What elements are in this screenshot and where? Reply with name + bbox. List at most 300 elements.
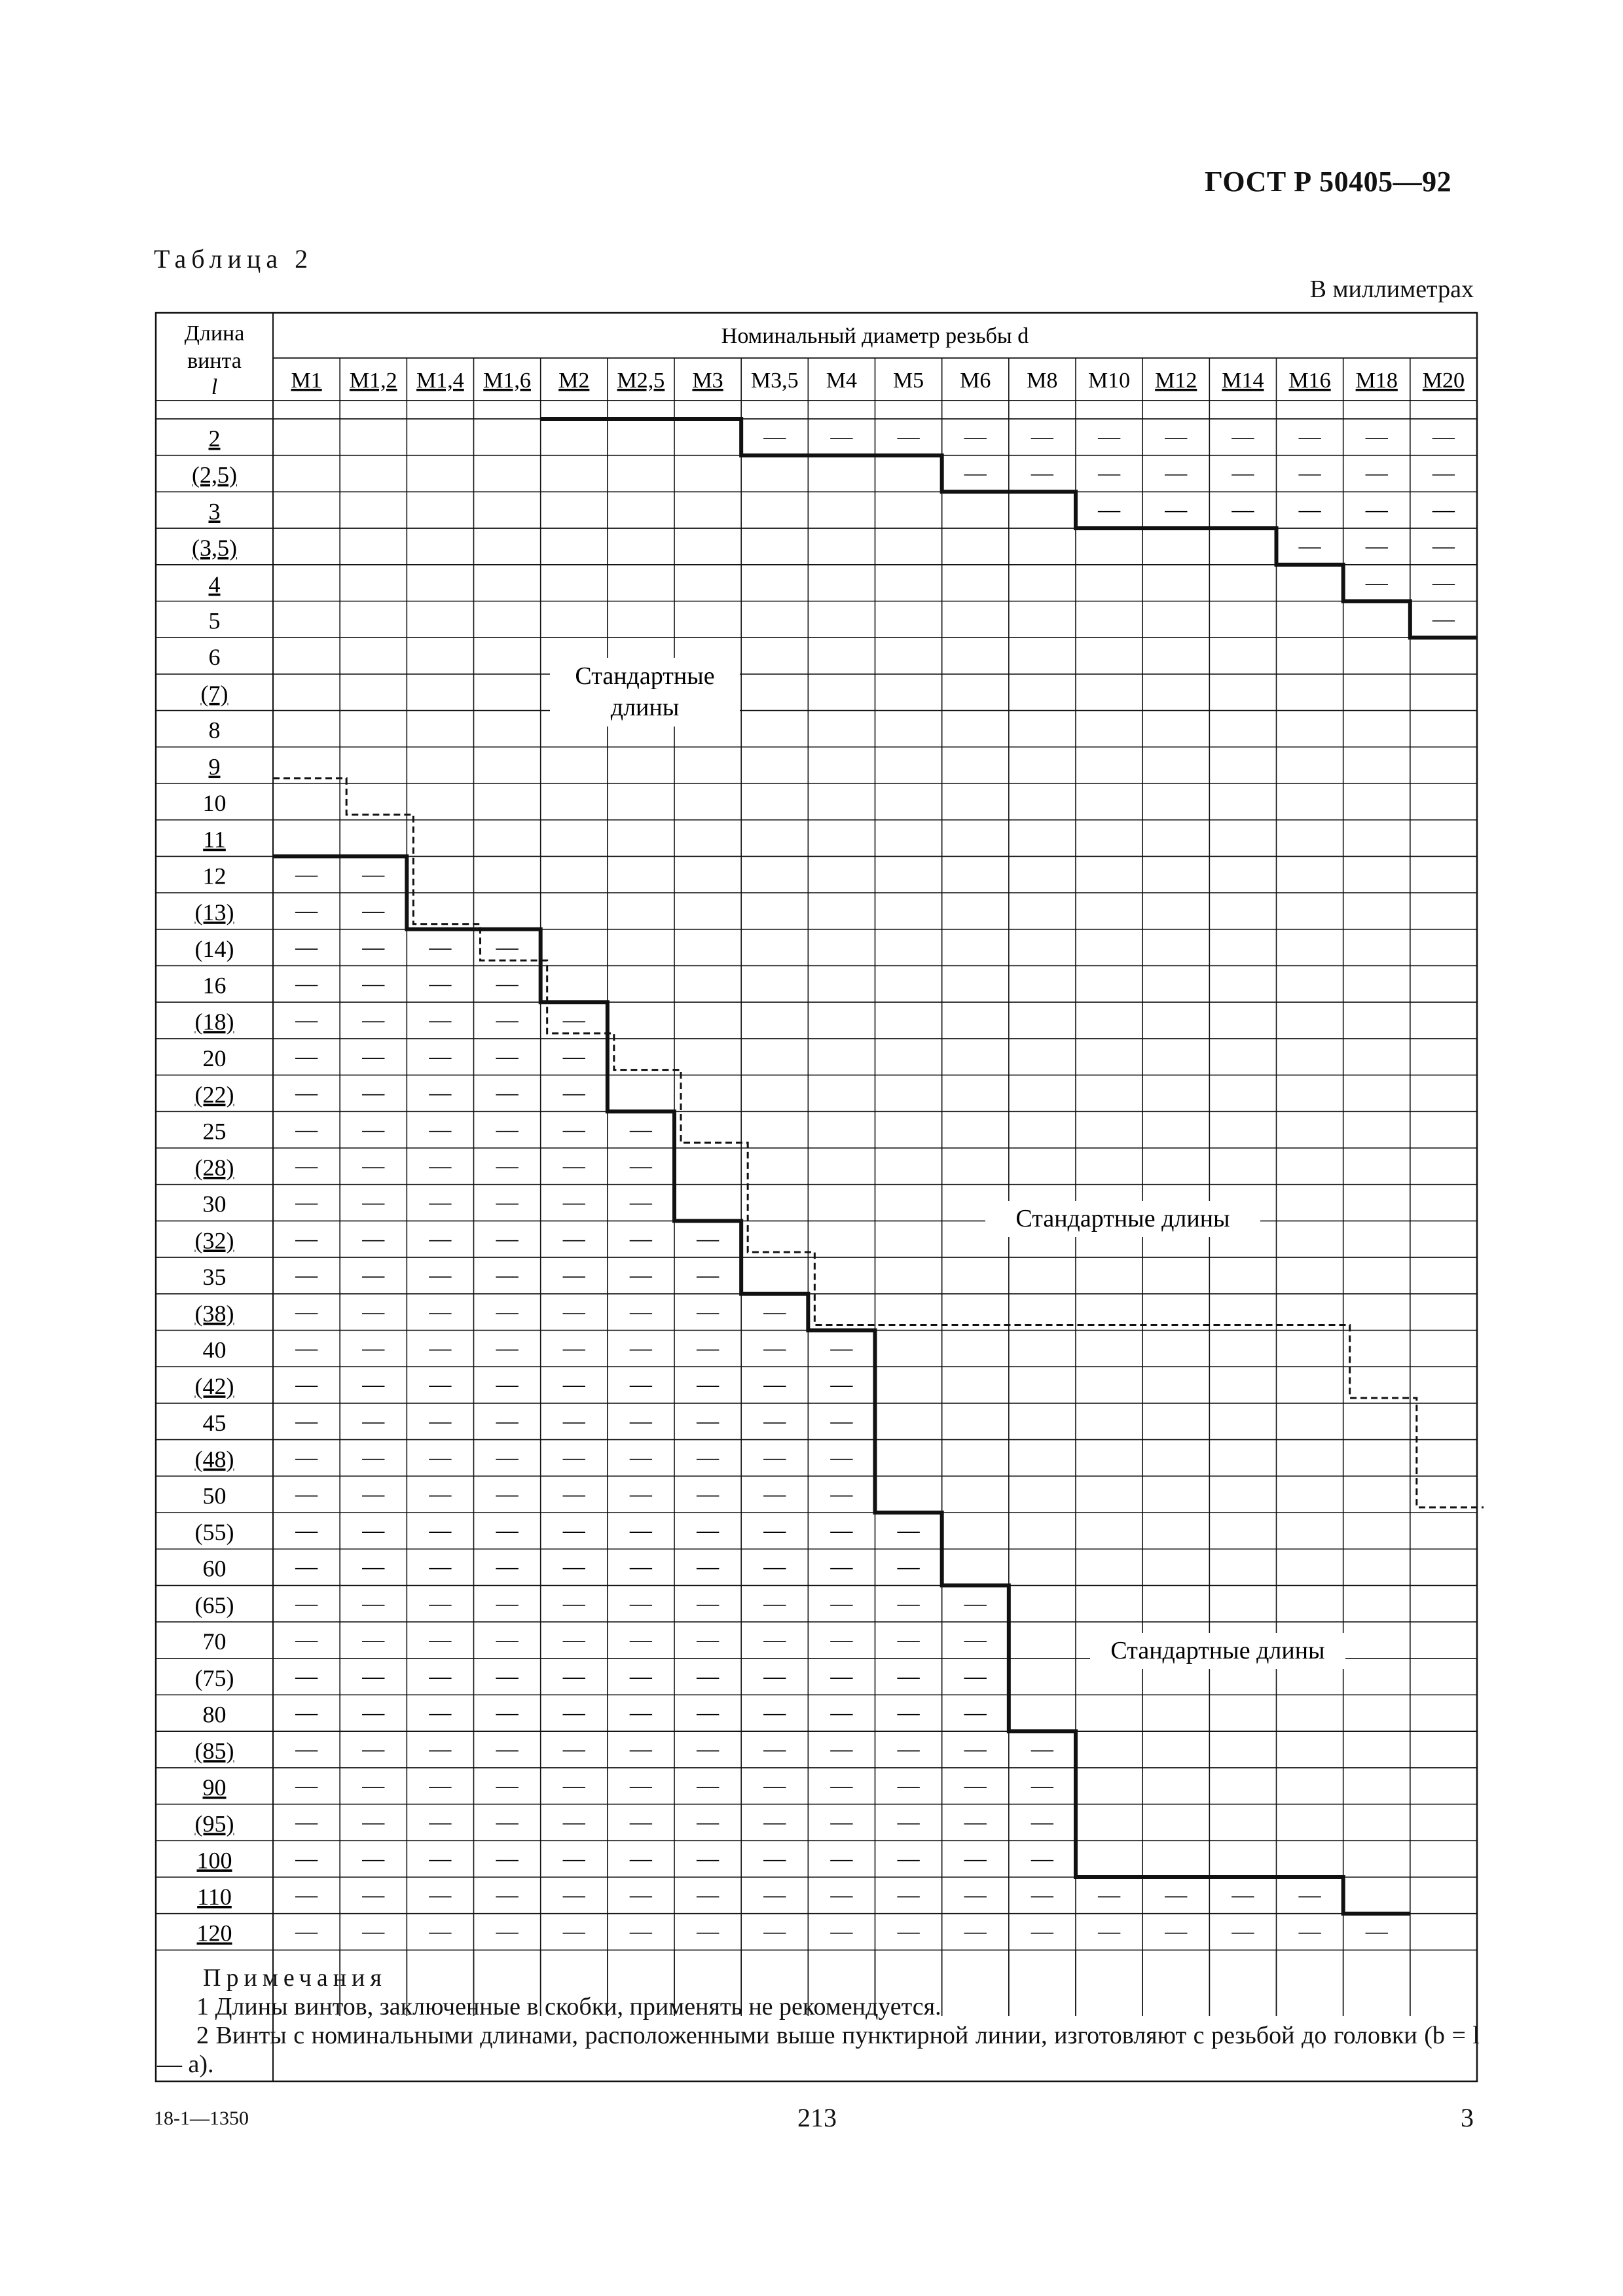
dash-cell: — (1231, 497, 1254, 522)
dash-cell: — (295, 1372, 318, 1397)
dash-cell: — (1432, 570, 1455, 595)
dash-cell: — (562, 1773, 585, 1798)
dash-cell: — (629, 1810, 652, 1835)
dash-cell: — (697, 1482, 720, 1507)
dash-cell: — (897, 1518, 920, 1543)
dash-cell: — (1365, 425, 1388, 449)
dash-cell: — (295, 1919, 318, 1944)
dash-cell: — (362, 1408, 385, 1433)
dash-cell: — (496, 1810, 519, 1835)
dash-cell: — (697, 1773, 720, 1798)
dash-cell: — (562, 1445, 585, 1470)
column-header: M16 (1288, 368, 1331, 393)
dash-cell: — (429, 1044, 452, 1069)
dash-cell: — (295, 971, 318, 996)
dash-cell: — (830, 1737, 853, 1762)
dash-cell: — (964, 1810, 987, 1835)
dash-cell: — (496, 1408, 519, 1433)
dash-cell: — (429, 1154, 452, 1178)
column-header: M3,5 (750, 368, 799, 393)
dash-cell: — (697, 1846, 720, 1871)
dash-cell: — (763, 1299, 786, 1324)
dash-cell: — (964, 1664, 987, 1689)
dash-cell: — (629, 1190, 652, 1215)
dash-cell: — (897, 1700, 920, 1725)
dash-cell: — (496, 1518, 519, 1543)
row-length-label: 80 (202, 1701, 227, 1728)
dash-cell: — (362, 862, 385, 887)
row-length-label: 16 (202, 972, 227, 999)
column-header: M6 (960, 368, 991, 393)
dash-cell: — (1432, 497, 1455, 522)
dash-cell: — (295, 1628, 318, 1653)
row-length-label: (13) (194, 899, 234, 926)
dash-cell: — (1298, 1919, 1321, 1944)
dash-cell: — (362, 1773, 385, 1798)
dash-cell: — (429, 1445, 452, 1470)
row-length-label: (65) (194, 1592, 234, 1619)
dash-cell: — (1365, 461, 1388, 486)
dash-cell: — (629, 1773, 652, 1798)
dash-cell: — (1165, 425, 1188, 449)
dash-cell: — (562, 1518, 585, 1543)
dash-cell: — (897, 1628, 920, 1653)
dash-cell: — (830, 1664, 853, 1689)
dash-cell: — (295, 1190, 318, 1215)
dash-cell: — (897, 1591, 920, 1616)
length-header-variable: l (211, 375, 218, 399)
dash-cell: — (1165, 461, 1188, 486)
dash-cell: — (763, 1737, 786, 1762)
dash-cell: — (1165, 497, 1188, 522)
row-length-label: 100 (196, 1847, 232, 1874)
zone-label-standard-lengths: Стандартные длины (1015, 1205, 1230, 1232)
dash-cell: — (763, 1372, 786, 1397)
column-header: M14 (1222, 368, 1264, 393)
dash-cell: — (1298, 1883, 1321, 1907)
dash-cell: — (496, 1773, 519, 1798)
dash-cell: — (629, 1408, 652, 1433)
dash-cell: — (697, 1518, 720, 1543)
dash-cell: — (429, 1919, 452, 1944)
dash-cell: — (897, 425, 920, 449)
dash-cell: — (830, 1518, 853, 1543)
dash-cell: — (964, 461, 987, 486)
dash-cell: — (964, 1591, 987, 1616)
dash-cell: — (763, 1664, 786, 1689)
dash-cell: — (429, 1664, 452, 1689)
dash-cell: — (496, 1737, 519, 1762)
dash-cell: — (496, 1700, 519, 1725)
dash-cell: — (629, 1336, 652, 1361)
dash-cell: — (295, 1846, 318, 1871)
dash-cell: — (362, 1008, 385, 1033)
dash-cell: — (1432, 425, 1455, 449)
dash-cell: — (362, 935, 385, 960)
dash-cell: — (897, 1883, 920, 1907)
zone-label-standard-lengths: Стандартные длины (1110, 1637, 1325, 1664)
dash-cell: — (429, 1190, 452, 1215)
dash-cell: — (1298, 425, 1321, 449)
dash-cell: — (1030, 1810, 1053, 1835)
dash-cell: — (362, 1117, 385, 1142)
dash-cell: — (629, 1263, 652, 1288)
dash-cell: — (629, 1372, 652, 1397)
dash-cell: — (496, 1554, 519, 1579)
column-header: M5 (892, 368, 924, 393)
row-length-label: 50 (202, 1482, 227, 1509)
dash-cell: — (830, 1336, 853, 1361)
row-length-label: (32) (194, 1227, 234, 1254)
dash-cell: — (763, 1773, 786, 1798)
dash-cell: — (697, 1919, 720, 1944)
dash-cell: — (1030, 1846, 1053, 1871)
dash-cell: — (629, 1299, 652, 1324)
dash-cell: — (496, 1445, 519, 1470)
dash-cell: — (496, 971, 519, 996)
row-length-label: (85) (194, 1738, 234, 1765)
dash-cell: — (763, 1846, 786, 1871)
dash-cell: — (429, 1846, 452, 1871)
dash-cell: — (830, 1408, 853, 1433)
dash-cell: — (429, 1810, 452, 1835)
dash-cell: — (629, 1700, 652, 1725)
dash-cell: — (629, 1445, 652, 1470)
dash-cell: — (496, 1299, 519, 1324)
dash-cell: — (830, 1883, 853, 1907)
row-length-label: 3 (208, 498, 221, 525)
dash-cell: — (830, 1628, 853, 1653)
row-length-label: 45 (202, 1409, 227, 1436)
dash-cell: — (964, 1919, 987, 1944)
dash-cell: — (629, 1919, 652, 1944)
dash-cell: — (763, 1919, 786, 1944)
dash-cell: — (897, 1919, 920, 1944)
dash-cell: — (362, 1810, 385, 1835)
row-length-label: 11 (203, 826, 226, 853)
dash-cell: — (629, 1737, 652, 1762)
row-length-label: (18) (194, 1009, 234, 1035)
column-header: M18 (1355, 368, 1398, 393)
dash-cell: — (295, 1081, 318, 1105)
dash-cell: — (295, 1299, 318, 1324)
diameter-header: Номинальный диаметр резьбы d (721, 324, 1029, 348)
column-header: M2 (558, 368, 590, 393)
dash-cell: — (830, 1591, 853, 1616)
dash-cell: — (1098, 497, 1121, 522)
dash-cell: — (496, 1846, 519, 1871)
dash-cell: — (1432, 461, 1455, 486)
dash-cell: — (697, 1372, 720, 1397)
dash-cell: — (1298, 497, 1321, 522)
dash-cell: — (1231, 1919, 1254, 1944)
row-length-label: 40 (202, 1336, 227, 1363)
dash-cell: — (295, 1117, 318, 1142)
dash-cell: — (1098, 1919, 1121, 1944)
dash-cell: — (496, 1372, 519, 1397)
dash-cell: — (562, 1737, 585, 1762)
dash-cell: — (629, 1518, 652, 1543)
row-length-label: 30 (202, 1191, 227, 1217)
dash-cell: — (562, 1591, 585, 1616)
dash-cell: — (830, 1700, 853, 1725)
dash-cell: — (295, 935, 318, 960)
row-length-label: 120 (196, 1920, 232, 1946)
standard-number: ГОСТ Р 50405—92 (1205, 166, 1452, 198)
row-length-label: 4 (208, 571, 221, 598)
dash-cell: — (295, 862, 318, 887)
dash-cell: — (763, 1554, 786, 1579)
dash-cell: — (964, 425, 987, 449)
dash-cell: — (1298, 534, 1321, 559)
dash-cell: — (362, 1299, 385, 1324)
column-header: M1,2 (349, 368, 397, 393)
dash-cell: — (897, 1664, 920, 1689)
dash-cell: — (496, 1008, 519, 1033)
dash-cell: — (830, 1482, 853, 1507)
dash-cell: — (1365, 570, 1388, 595)
dash-cell: — (429, 1372, 452, 1397)
dash-cell: — (763, 1518, 786, 1543)
dash-cell: — (697, 1737, 720, 1762)
dash-cell: — (362, 1518, 385, 1543)
dash-cell: — (295, 1408, 318, 1433)
column-header: M1,4 (416, 368, 464, 393)
length-header-line-1: Длина (184, 321, 245, 346)
column-header: M1 (291, 368, 322, 393)
dash-cell: — (964, 1846, 987, 1871)
dash-cell: — (763, 1408, 786, 1433)
row-length-label: (48) (194, 1446, 234, 1473)
dash-cell: — (295, 1044, 318, 1069)
dash-cell: — (763, 1700, 786, 1725)
dash-cell: — (295, 1554, 318, 1579)
row-length-label: (14) (194, 935, 234, 962)
dash-cell: — (629, 1628, 652, 1653)
dash-cell: — (562, 1372, 585, 1397)
dash-cell: — (830, 1773, 853, 1798)
column-header: M4 (826, 368, 858, 393)
dash-cell: — (697, 1445, 720, 1470)
dash-cell: — (964, 1773, 987, 1798)
dash-cell: — (763, 1482, 786, 1507)
dash-cell: — (496, 935, 519, 960)
note-1: 1 Длины винтов, заключенные в скобки, применять не рекомендуется. (196, 1993, 941, 2020)
dash-cell: — (562, 1008, 585, 1033)
dash-cell: — (429, 1008, 452, 1033)
dash-cell: — (295, 1008, 318, 1033)
row-length-label: (42) (194, 1373, 234, 1400)
sheet-number: 3 (1461, 2103, 1474, 2132)
dash-cell: — (362, 1700, 385, 1725)
dash-cell: — (362, 899, 385, 924)
dash-cell: — (362, 1664, 385, 1689)
row-length-label: 90 (202, 1774, 227, 1801)
dash-cell: — (429, 1591, 452, 1616)
dash-cell: — (1298, 461, 1321, 486)
dash-cell: — (295, 1737, 318, 1762)
dash-cell: — (830, 1554, 853, 1579)
table-frame (156, 313, 1477, 2081)
row-length-label: 5 (208, 607, 221, 634)
dash-cell: — (362, 1445, 385, 1470)
dash-cell: — (295, 1773, 318, 1798)
table-notes (157, 1964, 1480, 2079)
dash-cell: — (629, 1154, 652, 1178)
dash-cell: — (697, 1408, 720, 1433)
dash-cell: — (562, 1810, 585, 1835)
dash-cell: — (295, 1883, 318, 1907)
dash-cell: — (295, 1445, 318, 1470)
dash-cell: — (295, 1154, 318, 1178)
note-2: 2 Винты с номинальными длинами, расположенными выше пунктирной линии, изготовляют с резьбой до головки (b = l — a). (157, 2022, 1480, 2078)
dash-cell: — (429, 971, 452, 996)
dash-cell: — (362, 1554, 385, 1579)
dash-cell: — (429, 1227, 452, 1251)
dash-cell: — (562, 1190, 585, 1215)
dash-cell: — (496, 1883, 519, 1907)
dash-cell: — (496, 1227, 519, 1251)
dash-cell: — (562, 1336, 585, 1361)
dash-cell: — (362, 1628, 385, 1653)
dash-cell: — (697, 1227, 720, 1251)
dash-cell: — (362, 1883, 385, 1907)
column-header: M20 (1422, 368, 1465, 393)
dash-cell: — (897, 1737, 920, 1762)
dash-cell: — (697, 1554, 720, 1579)
dash-cell: — (429, 1883, 452, 1907)
row-length-label: 35 (202, 1264, 227, 1291)
dash-cell: — (1165, 1883, 1188, 1907)
dash-cell: — (763, 1883, 786, 1907)
dash-cell: — (1365, 1919, 1388, 1944)
full-thread-threshold-line (273, 778, 1484, 1507)
dash-cell: — (496, 1919, 519, 1944)
dash-cell: — (629, 1664, 652, 1689)
dash-cell: — (1098, 1883, 1121, 1907)
dash-cell: — (830, 425, 853, 449)
row-length-label: 25 (202, 1118, 227, 1145)
dash-cell: — (763, 425, 786, 449)
dash-cell: — (964, 1737, 987, 1762)
dash-cell: — (295, 1810, 318, 1835)
column-header: M2,5 (617, 368, 665, 393)
print-code: 18-1—1350 (154, 2108, 249, 2129)
dash-cell: — (429, 935, 452, 960)
dash-cell: — (295, 1700, 318, 1725)
dash-cell: — (562, 1628, 585, 1653)
dash-cell: — (362, 1737, 385, 1762)
dash-cell: — (562, 1883, 585, 1907)
dash-cell: — (496, 1591, 519, 1616)
zone-label-standard-lengths: длины (610, 694, 680, 721)
dash-cell: — (362, 1190, 385, 1215)
dash-cell: — (1231, 1883, 1254, 1907)
dash-cell: — (697, 1591, 720, 1616)
dash-cell: — (362, 1044, 385, 1069)
dash-cell: — (429, 1299, 452, 1324)
dash-cell: — (897, 1773, 920, 1798)
dash-cell: — (1231, 425, 1254, 449)
column-header: M10 (1087, 368, 1131, 393)
row-length-label: 9 (208, 753, 221, 780)
row-length-label: 10 (202, 790, 227, 816)
dash-cell: — (496, 1154, 519, 1178)
dash-cell: — (629, 1883, 652, 1907)
length-header-line-2: винта (187, 349, 242, 373)
dash-cell: — (429, 1773, 452, 1798)
row-length-label: (95) (194, 1810, 234, 1837)
row-length-label: 20 (202, 1045, 227, 1071)
dash-cell: — (830, 1445, 853, 1470)
dash-cell: — (830, 1810, 853, 1835)
row-length-label: (38) (194, 1300, 234, 1327)
dash-cell: — (496, 1664, 519, 1689)
dash-cell: — (429, 1482, 452, 1507)
dash-cell: — (629, 1117, 652, 1142)
dash-cell: — (697, 1700, 720, 1725)
dash-cell: — (763, 1810, 786, 1835)
dash-cell: — (1030, 1773, 1053, 1798)
dash-cell: — (562, 1700, 585, 1725)
dash-cell: — (763, 1445, 786, 1470)
dash-cell: — (697, 1664, 720, 1689)
dash-cell: — (295, 1518, 318, 1543)
dash-cell: — (496, 1482, 519, 1507)
dash-cell: — (1165, 1919, 1188, 1944)
dash-cell: — (830, 1919, 853, 1944)
dash-cell: — (496, 1117, 519, 1142)
dash-cell: — (1030, 1737, 1053, 1762)
dash-cell: — (429, 1263, 452, 1288)
dash-cell: — (562, 1408, 585, 1433)
dash-cell: — (697, 1628, 720, 1653)
dash-cell: — (763, 1628, 786, 1653)
dash-cell: — (496, 1336, 519, 1361)
dash-cell: — (429, 1336, 452, 1361)
dash-cell: — (562, 1299, 585, 1324)
dash-cell: — (964, 1700, 987, 1725)
dash-cell: — (496, 1081, 519, 1105)
dash-cell: — (295, 1482, 318, 1507)
dash-cell: — (429, 1628, 452, 1653)
dash-cell: — (697, 1263, 720, 1288)
dash-cell: — (562, 1846, 585, 1871)
dash-cell: — (830, 1372, 853, 1397)
zone-label-standard-lengths: Стандартные (575, 662, 715, 690)
dash-cell: — (429, 1554, 452, 1579)
dash-cell: — (496, 1628, 519, 1653)
dash-cell: — (362, 1227, 385, 1251)
dash-cell: — (429, 1518, 452, 1543)
dash-cell: — (562, 1482, 585, 1507)
dash-cell: — (1030, 425, 1053, 449)
dash-cell: — (1365, 534, 1388, 559)
dash-cell: — (295, 1664, 318, 1689)
dash-cell: — (362, 1591, 385, 1616)
dash-cell: — (429, 1737, 452, 1762)
dash-cell: — (763, 1591, 786, 1616)
dash-cell: — (897, 1846, 920, 1871)
dash-cell: — (697, 1883, 720, 1907)
row-length-label: 12 (202, 863, 227, 889)
dash-cell: — (496, 1190, 519, 1215)
dash-cell: — (697, 1336, 720, 1361)
row-length-label: (55) (194, 1519, 234, 1545)
dash-cell: — (429, 1081, 452, 1105)
dash-cell: — (295, 1336, 318, 1361)
column-header: M12 (1155, 368, 1197, 393)
